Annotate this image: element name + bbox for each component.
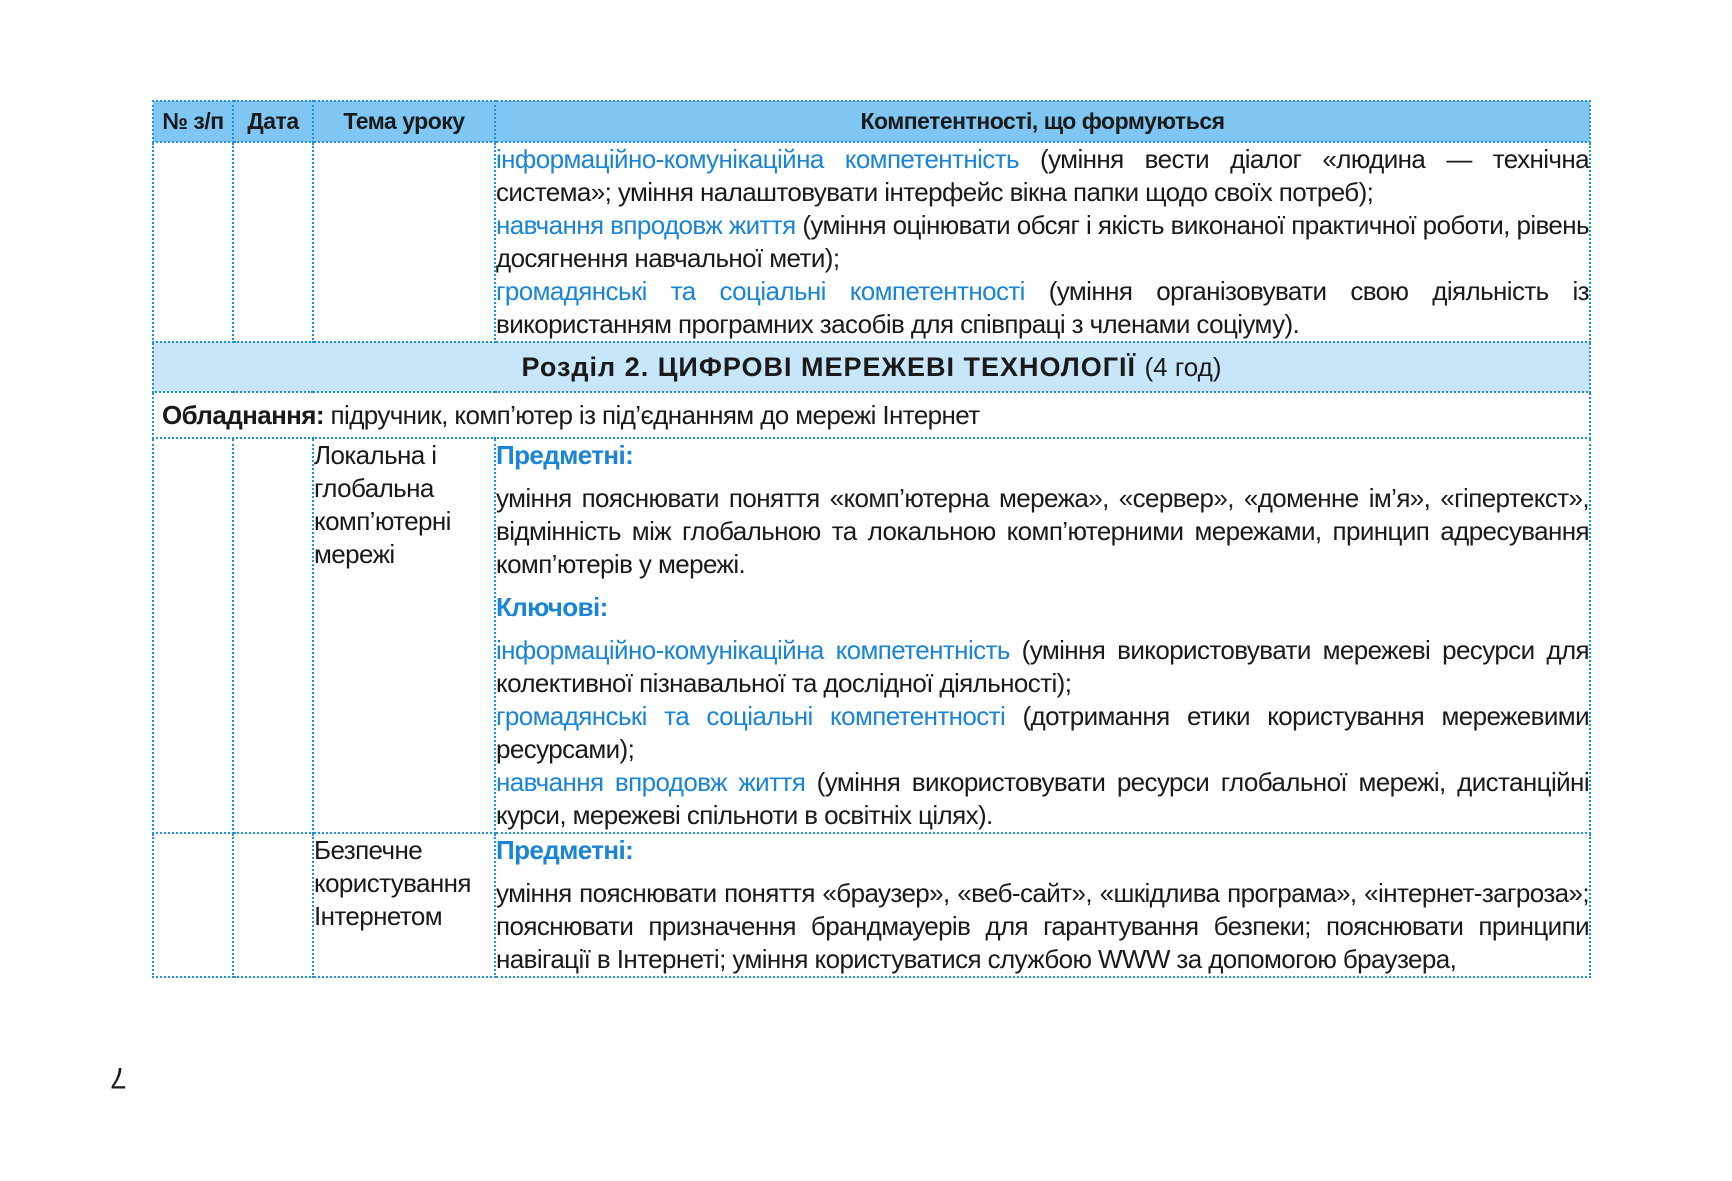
- subject-heading: Предметні:: [496, 835, 634, 865]
- table-row: [153, 438, 1590, 833]
- equipment-label: Обладнання:: [162, 399, 324, 430]
- table-header-row: [153, 101, 1590, 142]
- competence-text: (уміння оцінювати обсяг і якість виконаної практичної роботи, рівень досягнення навчальної мети);: [496, 210, 1589, 273]
- competence-text: (уміння вести діалог «людина — технічна система»; уміння налаштовувати інтерфейс вікна папки щодо своїх потреб);: [496, 144, 1589, 207]
- section-row: [153, 342, 1590, 392]
- subject-text: уміння пояснювати поняття «браузер», «веб-сайт», «шкідлива програма», «інтернет-загроза»; пояснювати призначення брандмауерів для гарантування безпеки; пояснювати принципи навігації в Інтернеті; уміння користуватися службою WWW за допомогою браузера,: [496, 878, 1589, 974]
- table-row: [153, 142, 1590, 342]
- competence-term: навчання впродовж життя: [496, 210, 796, 240]
- lesson-plan-table: [152, 100, 1591, 978]
- section-title: Розділ 2. ЦИФРОВІ МЕРЕЖЕВІ ТЕХНОЛОГІЇ: [521, 351, 1136, 382]
- lesson-topic: Безпечне користування Інтернетом: [313, 833, 495, 977]
- table-row: [153, 833, 1590, 977]
- competences-cell: [495, 142, 1590, 342]
- competence-text: (уміння використовувати ресурси глобальної мережі, дистанційні курси, мережеві спільноти в освітніх цілях).: [496, 767, 1589, 830]
- competence-term: інформаційно-комунікаційна компетентність: [496, 635, 1010, 665]
- competence-text: (уміння використовувати мережеві ресурси для колективної пізнавальної та дослідної діяльності);: [496, 635, 1589, 698]
- equipment-text: підручник, комп’ютер із під’єднанням до мережі Інтернет: [323, 399, 980, 430]
- page-number: 7: [110, 1061, 127, 1094]
- key-heading: Ключові:: [496, 592, 608, 622]
- competence-term: навчання впродовж життя: [496, 767, 806, 797]
- header-topic: Тема уроку: [313, 101, 495, 142]
- header-number: № з/п: [153, 101, 233, 142]
- header-date: Дата: [233, 101, 313, 142]
- subject-text: уміння пояснювати поняття «комп’ютерна мережа», «сервер», «доменне ім’я», «гіпертекст», відмінність між глобальною та локальною комп’ютерними мережами, принцип адресування комп’ютерів у мережі.: [496, 483, 1589, 579]
- competence-text: (дотримання етики користування мережевими ресурсами);: [496, 701, 1590, 764]
- subject-heading: Предметні:: [496, 440, 634, 470]
- competences-cell: [495, 438, 1590, 833]
- section-hours: (4 год): [1144, 351, 1222, 382]
- header-competences: Компетентності, що формуються: [495, 101, 1590, 142]
- equipment-row: [153, 392, 1590, 438]
- lesson-topic: Локальна і глобальна комп’ютерні мережі: [313, 438, 495, 833]
- competences-cell: [495, 833, 1590, 977]
- competence-term: громадянські та соціальні компетентності: [496, 276, 1025, 306]
- competence-term: інформаційно-комунікаційна компетентність: [496, 144, 1019, 174]
- competence-term: громадянські та соціальні компетентності: [496, 701, 1006, 731]
- competence-text: (уміння організовувати свою діяльність із використанням програмних засобів для співпраці з членами соціуму).: [496, 276, 1590, 339]
